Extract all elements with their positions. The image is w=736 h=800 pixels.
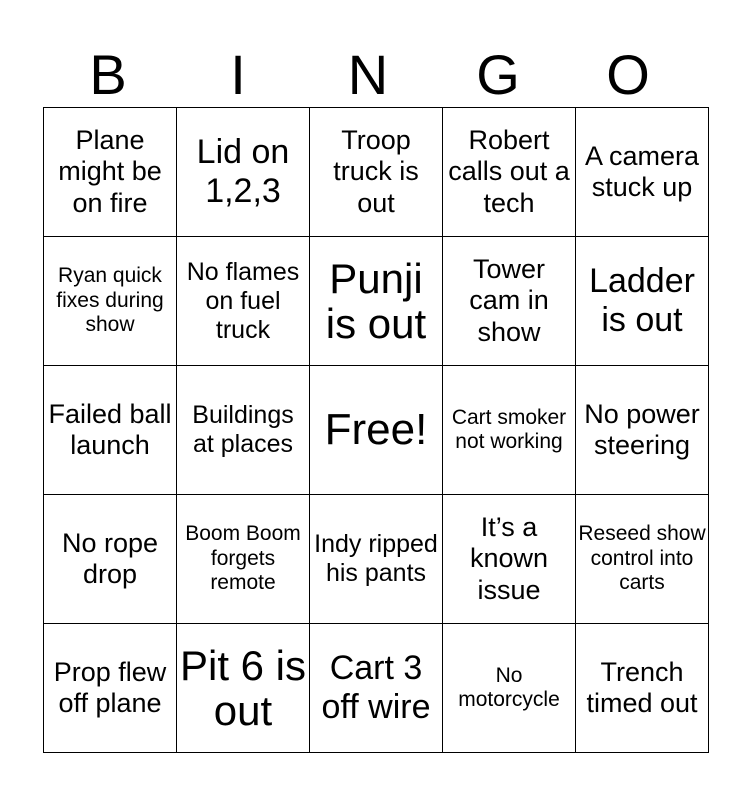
bingo-cell[interactable]: Buildings at places [177, 366, 310, 495]
header-letter-o: O [606, 43, 650, 106]
bingo-cell[interactable]: Prop flew off plane [44, 624, 177, 753]
bingo-cell[interactable]: Troop truck is out [310, 108, 443, 237]
bingo-cell[interactable]: Pit 6 is out [177, 624, 310, 753]
board-row [44, 237, 709, 366]
bingo-cell[interactable]: A camera stuck up [576, 108, 709, 237]
bingo-cell[interactable]: Plane might be on fire [44, 108, 177, 237]
bingo-cell[interactable]: Reseed show control into carts [576, 495, 709, 624]
bingo-cell[interactable]: Lid on 1,2,3 [177, 108, 310, 237]
board-row [44, 366, 709, 495]
bingo-board [43, 107, 709, 753]
bingo-cell[interactable]: No rope drop [44, 495, 177, 624]
bingo-cell[interactable]: Trench timed out [576, 624, 709, 753]
bingo-cell[interactable]: No power steering [576, 366, 709, 495]
board-row [44, 108, 709, 237]
bingo-cell[interactable]: No flames on fuel truck [177, 237, 310, 366]
bingo-cell[interactable]: Punji is out [310, 237, 443, 366]
board-row [44, 495, 709, 624]
header-letter-n: N [347, 43, 389, 106]
header-letter-b: B [89, 43, 127, 106]
bingo-cell[interactable]: Cart smoker not working [443, 366, 576, 495]
bingo-cell[interactable]: Boom Boom forgets remote [177, 495, 310, 624]
bingo-cell[interactable]: Cart 3 off wire [310, 624, 443, 753]
bingo-cell[interactable]: Failed ball launch [44, 366, 177, 495]
bingo-cell[interactable]: Ladder is out [576, 237, 709, 366]
bingo-cell[interactable]: Robert calls out a tech [443, 108, 576, 237]
bingo-header [43, 42, 693, 108]
header-letter-i: I [230, 43, 246, 106]
free-space-cell[interactable]: Free! [310, 366, 443, 495]
header-letter-g: G [476, 43, 520, 106]
bingo-cell[interactable]: It’s a known issue [443, 495, 576, 624]
board-row [44, 624, 709, 753]
bingo-cell[interactable]: Tower cam in show [443, 237, 576, 366]
bingo-cell[interactable]: Indy ripped his pants [310, 495, 443, 624]
bingo-cell[interactable]: No motorcycle [443, 624, 576, 753]
bingo-cell[interactable]: Ryan quick fixes during show [44, 237, 177, 366]
